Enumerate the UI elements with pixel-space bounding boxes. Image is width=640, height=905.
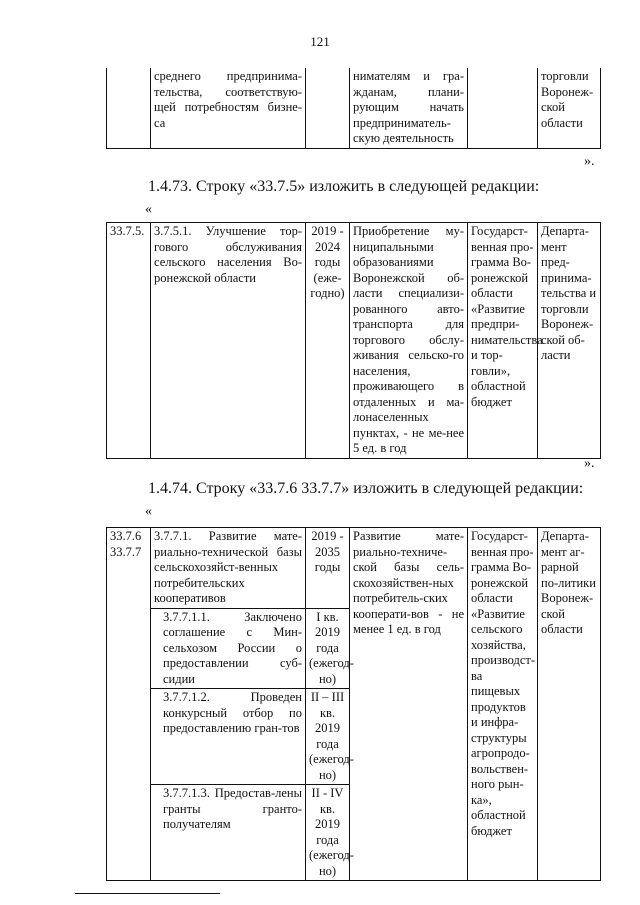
cell-responsible: торговли Воронеж-ской области bbox=[538, 68, 601, 148]
cell-empty bbox=[107, 68, 151, 148]
event-result: Приобретение му-ниципальными образованиями Воронежской об-ласти специализи-рованного авто-транспорта для торгового обслу-живания сельско-го населения, проживающего в отдаленных и ма-лонаселенных пунктах, - не ме-нее 5 ед. в год bbox=[350, 223, 468, 459]
event-term: 2019 - 2024 годы (еже-годно) bbox=[306, 223, 350, 459]
cell-empty bbox=[468, 68, 538, 148]
closing-quote: ». bbox=[584, 154, 595, 169]
event-name: 3.7.5.1. Улучшение тор-гового обслуживания сельского населения Во-ронежской области bbox=[151, 223, 306, 459]
table-row-33-7-6-7 bbox=[106, 527, 601, 881]
responsible: Департа-мент аг-рарной по-литики Воронеж-ской области bbox=[538, 528, 601, 881]
responsible: Департа-мент пред-принима-тельства и торговли Воронеж-ской об-ласти bbox=[538, 223, 601, 459]
event-result: Развитие мате-риально-техниче-ской базы сель-скохозяйствен-ных потребитель-ских кооперати-вов - не менее 1 ед. в год bbox=[350, 528, 468, 881]
cell-empty bbox=[306, 68, 350, 148]
footnote-divider bbox=[75, 893, 220, 894]
opening-quote: « bbox=[145, 504, 152, 519]
event-substep: 3.7.7.1.1. Заключено соглашение с Мин-сельхозом России о предоставлении суб-сидии bbox=[151, 608, 306, 689]
opening-quote: « bbox=[145, 202, 152, 217]
cell-result: нимателям и гра-жданам, плани-рующим начать предприниматель-скую деятельность bbox=[350, 68, 468, 148]
section-heading: 1.4.74. Строку «33.7.6 33.7.7» изложить в следующей редакции: bbox=[148, 480, 584, 497]
event-name: 3.7.7.1. Развитие мате-риально-технической базы сельскохозяйст-венных потребительских кооперативов bbox=[151, 528, 306, 609]
cell-name: среднего предпринима-тельства, соответствую-щей потребностям бизне-са bbox=[151, 68, 306, 148]
row-number: 33.7.5. bbox=[107, 223, 151, 459]
row-number: 33.7.6 33.7.7 bbox=[107, 528, 151, 881]
event-substep: 3.7.7.1.3. Предостав-лены гранты гранто-получателям bbox=[151, 785, 306, 881]
event-substep: 3.7.7.1.2. Проведен конкурсный отбор по предоставлению гран-тов bbox=[151, 689, 306, 785]
table-row-33-7-5 bbox=[106, 222, 601, 459]
closing-quote: ». bbox=[584, 456, 595, 471]
event-term: I кв. 2019 года (ежегод-но) bbox=[306, 608, 350, 689]
funding-source: Государст-венная про-грамма Во-ронежской области «Развитие предпри-нимательства и тор-говли», областной бюджет bbox=[468, 223, 538, 459]
section-heading: 1.4.73. Строку «33.7.5» изложить в следующей редакции: bbox=[148, 178, 540, 195]
funding-source: Государст-венная про-грамма Во-ронежской области «Развитие сельского хозяйства, производст-ва пищевых продуктов и инфра-структуры агропродо-вольствен-ного рын-ка», областной бюджет bbox=[468, 528, 538, 881]
table-continuation bbox=[106, 68, 601, 149]
event-term: 2019 - 2035 годы bbox=[306, 528, 350, 609]
event-term: II - IV кв. 2019 года (ежегод-но) bbox=[306, 785, 350, 881]
page-number: 121 bbox=[310, 34, 330, 49]
event-term: II – III кв. 2019 года (ежегод-но) bbox=[306, 689, 350, 785]
